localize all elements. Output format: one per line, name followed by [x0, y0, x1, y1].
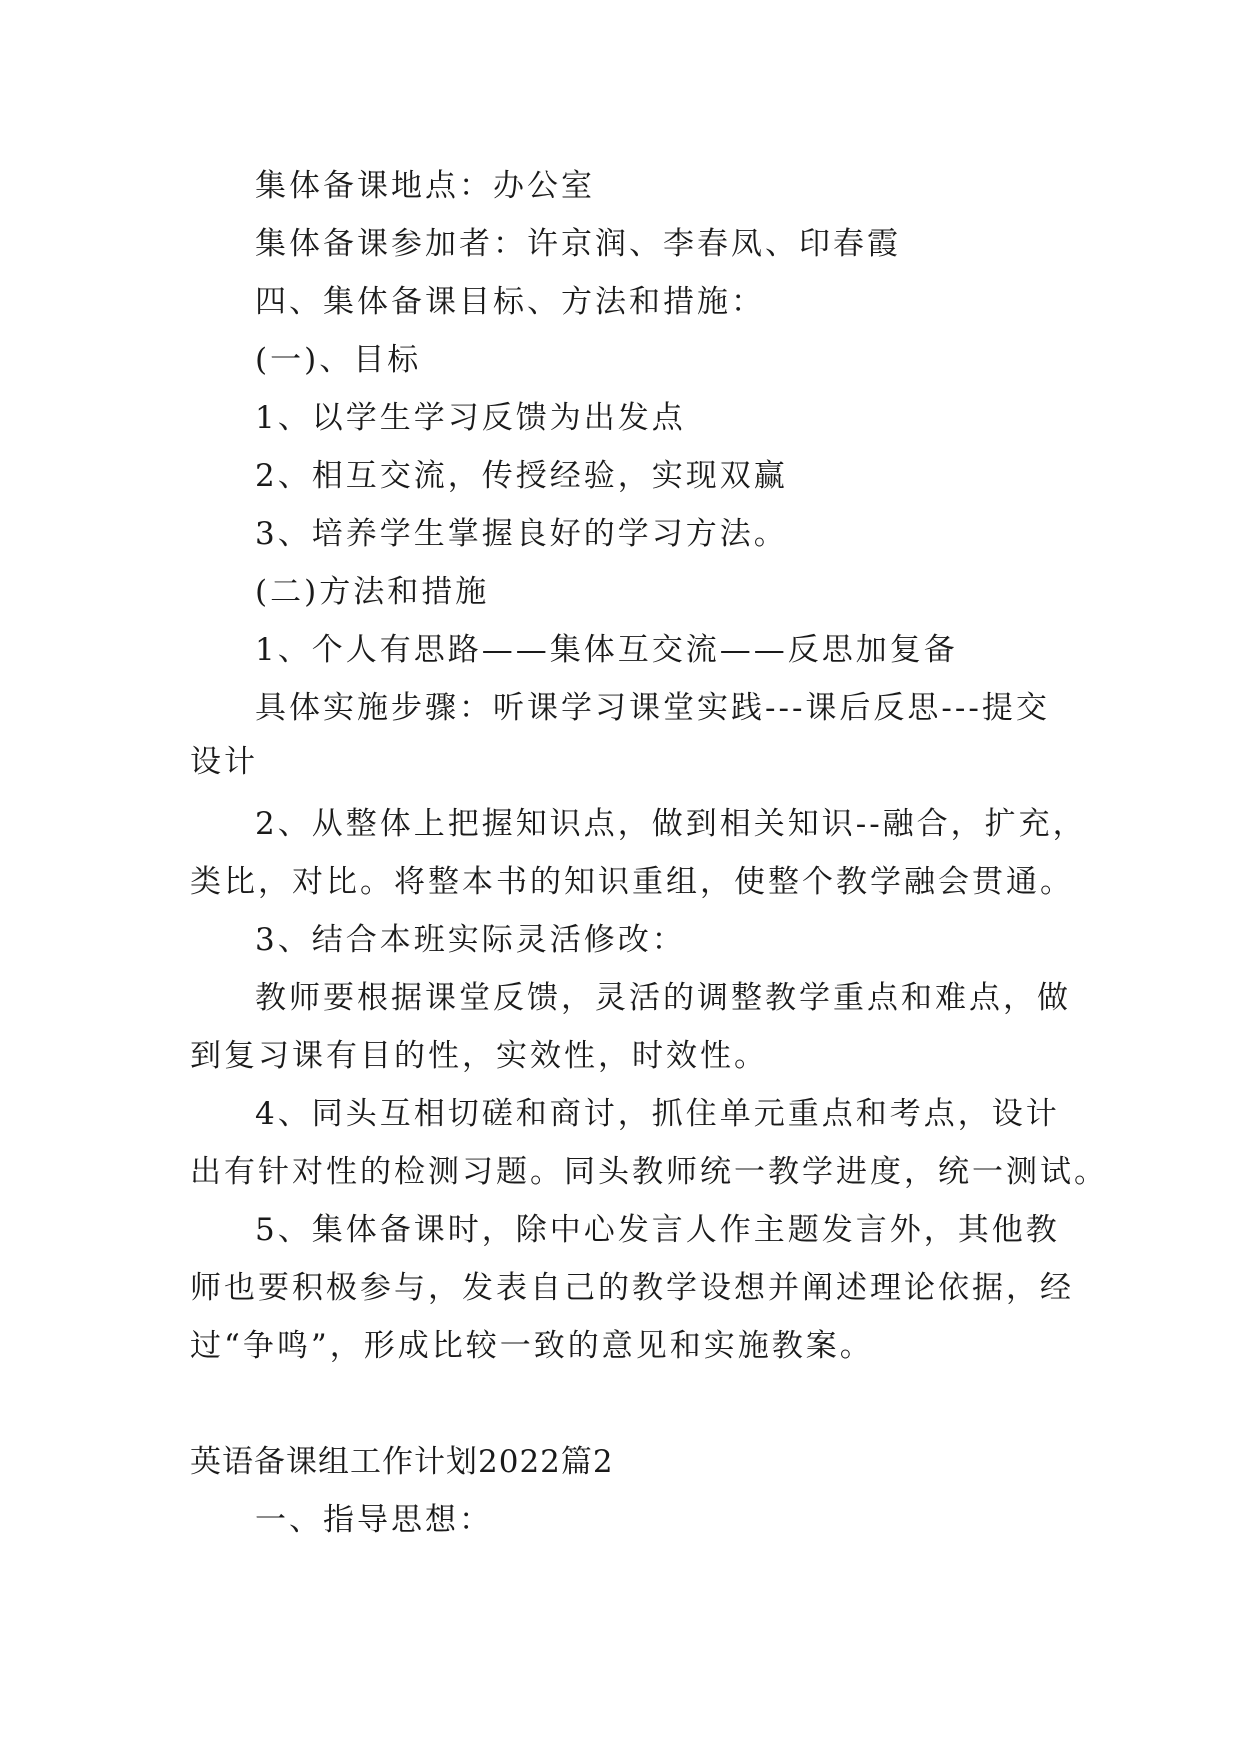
paragraph-line: 设计 — [190, 744, 258, 780]
document-title: 英语备课组工作计划2022篇2 — [190, 1444, 614, 1480]
list-item: 1、以学生学习反馈为出发点 — [255, 400, 686, 436]
list-item: 5、集体备课时，除中心发言人作主题发言外，其他教 — [255, 1212, 1060, 1248]
paragraph-line: 集体备课参加者：许京润、李春凤、印春霞 — [255, 226, 901, 262]
paragraph-line: 教师要根据课堂反馈，灵活的调整教学重点和难点，做 — [255, 980, 1071, 1016]
list-item: 2、相互交流，传授经验，实现双赢 — [255, 458, 788, 494]
paragraph-line: 集体备课地点：办公室 — [255, 168, 595, 204]
paragraph-line: 到复习课有目的性，实效性，时效性。 — [190, 1038, 768, 1074]
subsection-heading: (一)、目标 — [255, 342, 422, 378]
paragraph-line: 具体实施步骤：听课学习课堂实践---课后反思---提交 — [255, 690, 1050, 726]
subsection-heading: (二)方法和措施 — [255, 574, 490, 610]
list-item: 4、同头互相切磋和商讨，抓住单元重点和考点，设计 — [255, 1096, 1060, 1132]
list-item: 1、个人有思路——集体互交流——反思加复备 — [255, 632, 958, 668]
paragraph-line: 师也要积极参与，发表自己的教学设想并阐述理论依据，经 — [190, 1270, 1074, 1306]
paragraph-line: 过“争鸣”，形成比较一致的意见和实施教案。 — [190, 1328, 874, 1364]
list-item: 3、培养学生掌握良好的学习方法。 — [255, 516, 788, 552]
paragraph-line: 出有针对性的检测习题。同头教师统一教学进度，统一测试。 — [190, 1154, 1108, 1190]
list-item: 2、从整体上把握知识点，做到相关知识--融合，扩充， — [255, 806, 1087, 842]
section-heading: 四、集体备课目标、方法和措施： — [255, 284, 765, 320]
list-item: 3、结合本班实际灵活修改： — [255, 922, 686, 958]
paragraph-line: 类比，对比。将整本书的知识重组，使整个教学融会贯通。 — [190, 864, 1074, 900]
section-heading: 一、指导思想： — [255, 1502, 493, 1538]
